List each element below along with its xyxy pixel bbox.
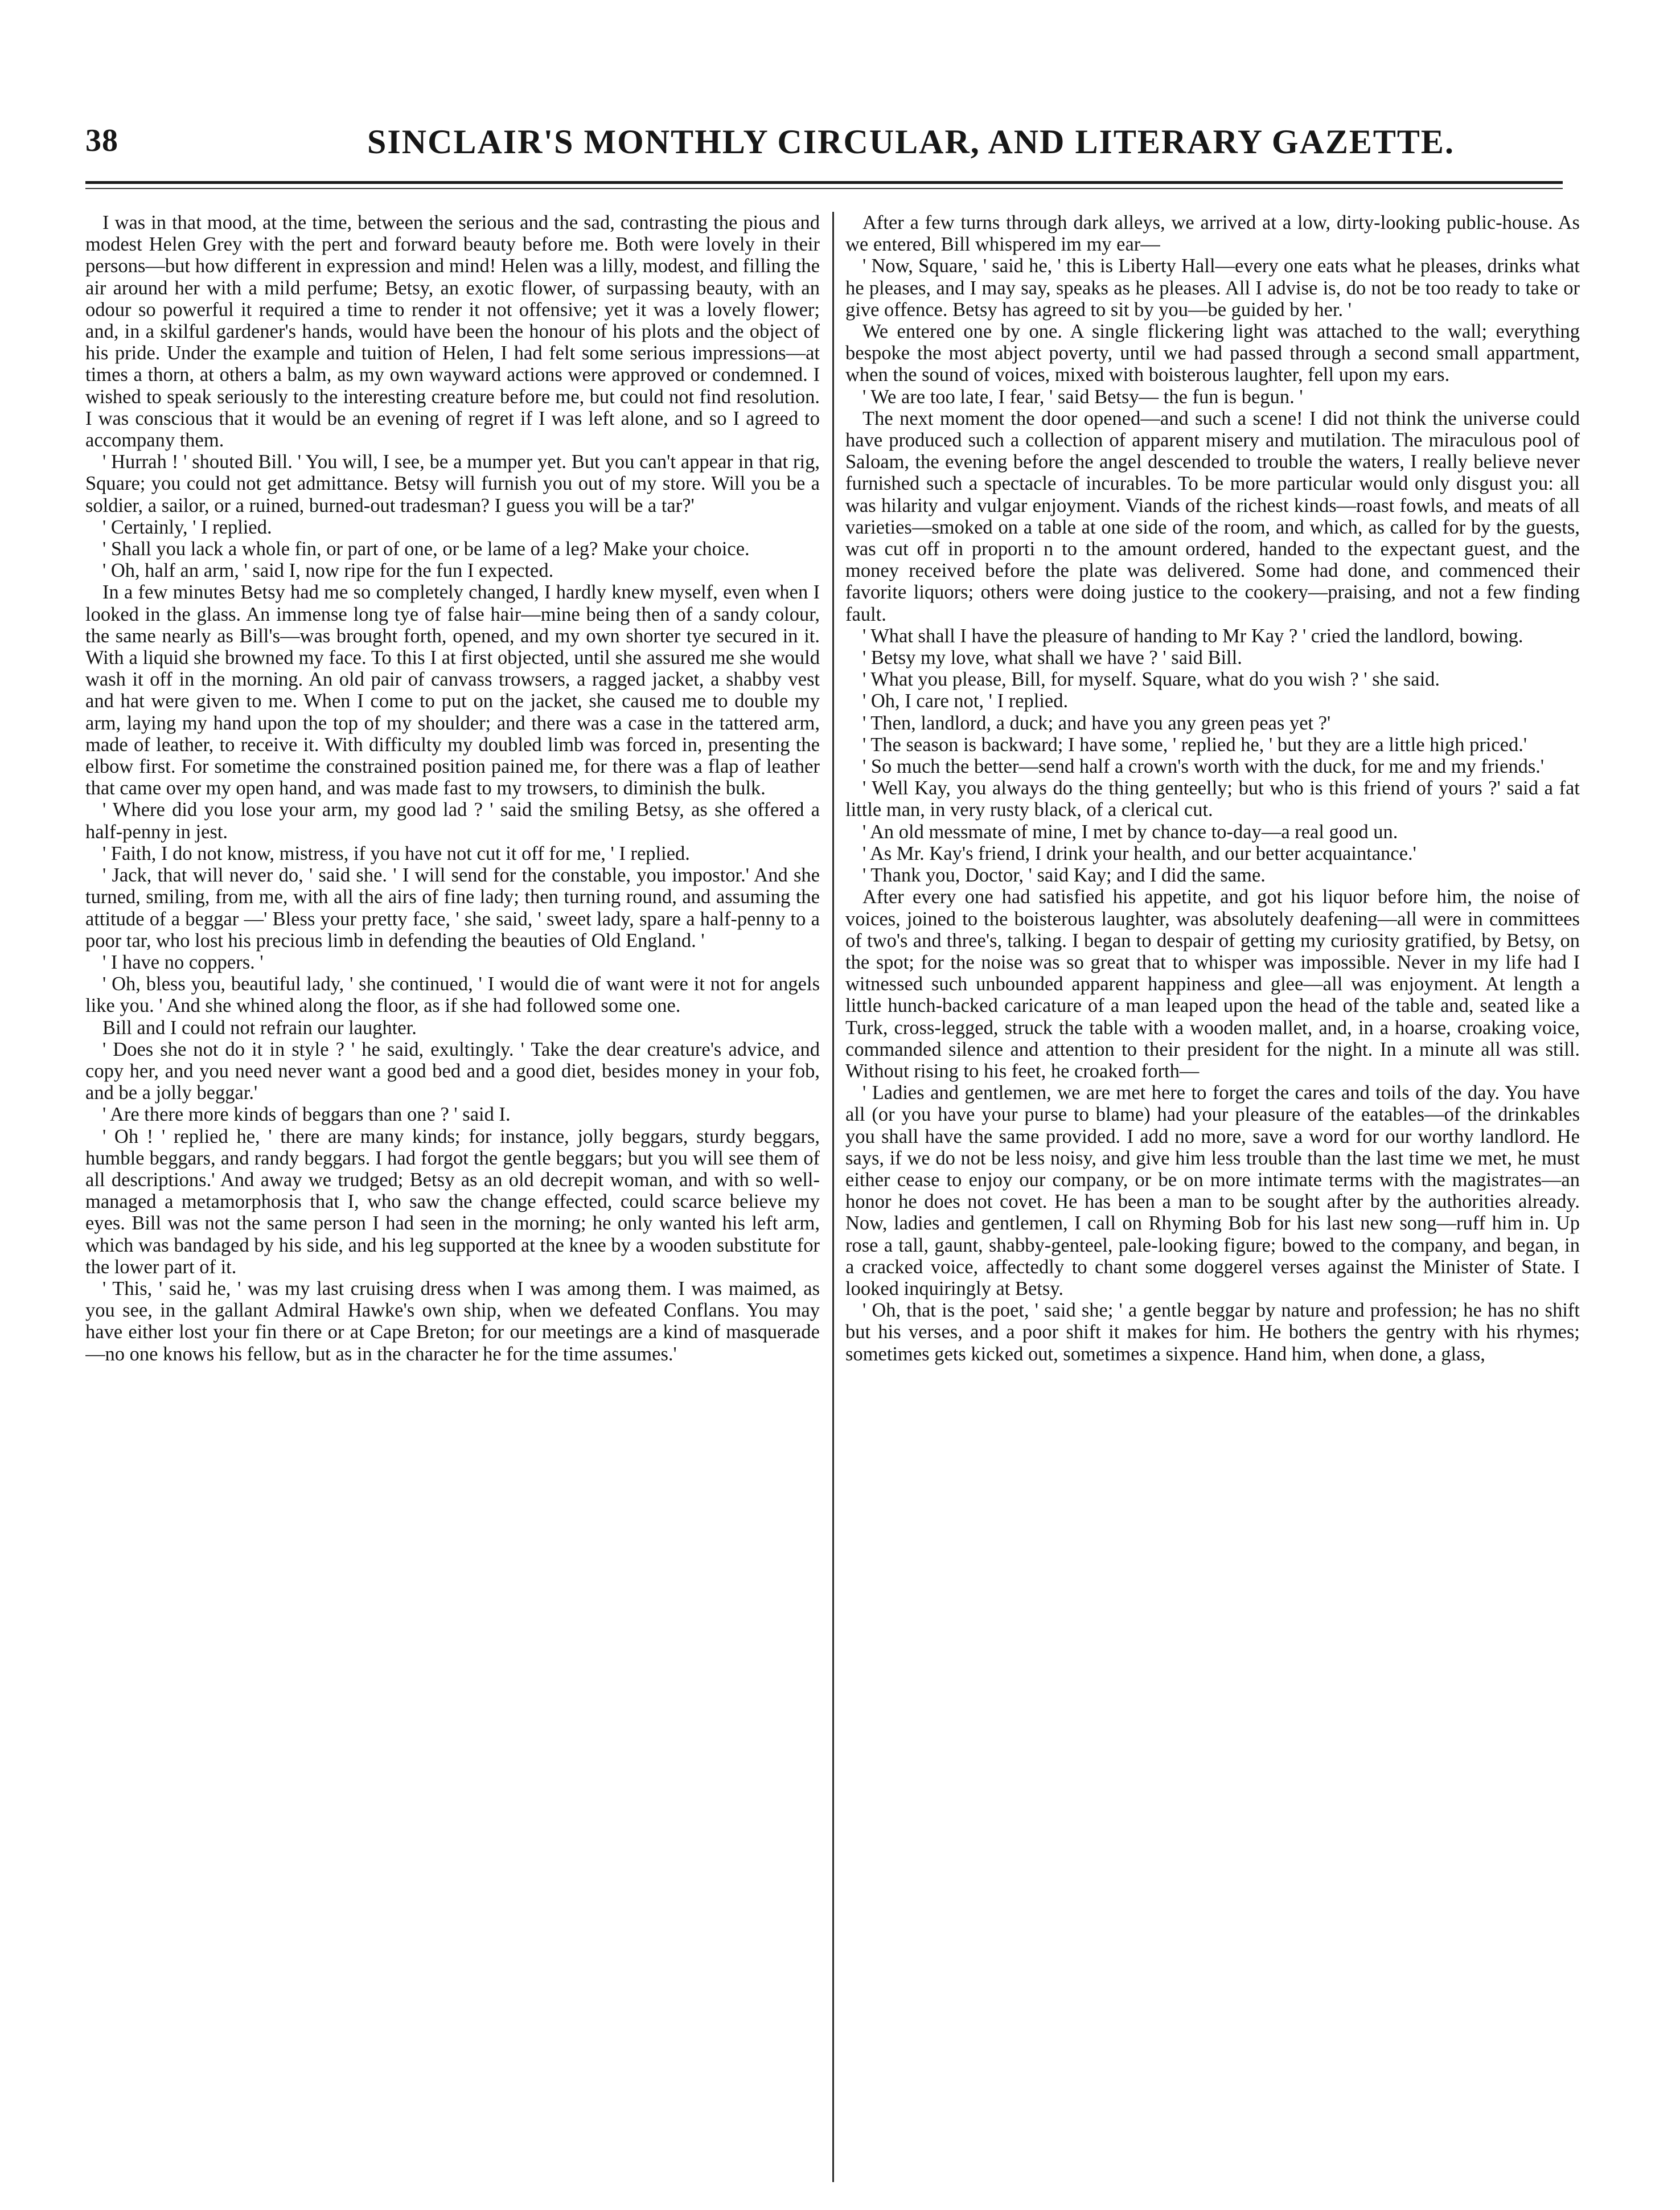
column-divider: [832, 212, 834, 2182]
header-rule-thin: [85, 188, 1563, 189]
paragraph: ' Are there more kinds of beggars than one ? ' said I.: [102, 1104, 511, 1126]
paragraph: The next moment the door opened—and such a scene! I did not think the universe could have produced such a collection of apparent misery and mutilation. The miraculous pool of Saloam, the evening before the angel descended to trouble the waters, I really believe never furnished such a spectacle of incurables. To be more particular would only disgust you: all was hilarity and vulgar enjoyment. Viands of the richest kinds—roast fowls, and meats of all varieties—smoked on a table at one side of the room, and which, as called for by the guests, was cut off in proporti n to the amount ordered, handed to the expectant guest, and the money received before the plate was delivered. Some had done, and commenced their favorite liquors; others were doing justice to the cookery—praising, and not a few finding fault.: [845, 407, 1580, 625]
paragraph: ' Oh ! ' replied he, ' there are many kinds; for instance, jolly beggars, sturdy beggars, humble beggars, and randy beggars. I had forgot the gentle beggars; but you will see them of all descriptions.' And away we trudged; Betsy as an old decrepit woman, and with so well-managed a metamorphosis that I, who saw the change effected, could scarce believe my eyes. Bill was not the same person I had seen in the morning; he only wanted his left arm, which was bandaged by his side, and his leg supported at the knee by a wooden substitute for the lower part of it.: [85, 1125, 820, 1278]
paragraph: ' So much the better—send half a crown's worth with the duck, for me and my friends.': [862, 756, 1545, 778]
paragraph: ' Betsy my love, what shall we have ? ' said Bill.: [862, 647, 1242, 669]
paragraph: ' Oh, I care not, ' I replied.: [862, 690, 1069, 712]
page-header: [85, 122, 1554, 174]
paragraph: ' Oh, bless you, beautiful lady, ' she continued, ' I would die of want were it not for angels like you. ' And she whined along the floor, as if she had followed some one.: [85, 973, 820, 1017]
header-rule: [85, 181, 1563, 184]
paragraph: In a few minutes Betsy had me so completely changed, I hardly knew myself, even when I looked in the glass. An immense long tye of false hair—mine being then of a sandy colour, the same nearly as Bill's—was brought forth, opened, and my own shorter tye secured in it. With a liquid she browned my face. To this I at first objected, until she assured me she would wash it off in the morning. An old pair of canvass trowsers, a ragged jacket, a shabby vest and hat were given to me. When I come to put on the jacket, she caused me to double my arm, laying my hand upon the top of my shoulder; and there was a case in the tattered arm, made of leather, to receive it. With difficulty my doubled limb was forced in, presenting the elbow first. For sometime the constrained position pained me, for there was a flap of leather that came over my open hand, and was made fast to my trowsers, to diminish the bulk.: [85, 581, 820, 799]
paragraph: We entered one by one. A single flickering light was attached to the wall; everything bespoke the most abject poverty, until we had passed through a second small appartment, when the sound of voices, mixed with boisterous laughter, fell upon my ears.: [845, 321, 1580, 386]
paragraph: ' Shall you lack a whole fin, or part of one, or be lame of a leg? Make your choice.: [102, 538, 750, 560]
paragraph: ' We are too late, I fear, ' said Betsy— the fun is begun. ': [862, 386, 1303, 408]
paragraph: ' Then, landlord, a duck; and have you any green peas yet ?': [862, 712, 1331, 734]
paragraph: ' Oh, that is the poet, ' said she; ' a gentle beggar by nature and profession; he has no shift but his verses, and a poor shift it makes for him. He bothers the gentry with his rhymes; sometimes gets kicked out, sometimes a sixpence. Hand him, when done, a glass,: [845, 1299, 1580, 1365]
paragraph: After a few turns through dark alleys, we arrived at a low, dirty-looking public-house. As we entered, Bill whispered im my ear—: [845, 212, 1580, 256]
paragraph: ' Ladies and gentlemen, we are met here to forget the cares and toils of the day. You have all (or you have your purse to blame) had your pleasure of the eatables—of the drinkables you shall have the same provided. I add no more, save a word for our worthy landlord. He says, if we do not be less noisy, and give him less trouble than the last time we met, he must either cease to enjoy our company, or be on more intimate terms with the magistrates—an honor he does not covet. He has been a man to be sought after by the authorities already. Now, ladies and gentlemen, I call on Rhyming Bob for his last new song—ruff him in. Up rose a tall, gaunt, shabby-genteel, pale-looking figure; bowed to the company, and began, in a cracked voice, affectedly to chant some doggerel verses against the Minister of State. I looked inquiringly at Betsy.: [845, 1082, 1580, 1299]
right-column: [845, 212, 1580, 2188]
paragraph: After every one had satisfied his appetite, and got his liquor before him, the noise of voices, joined to the boisterous laughter, was absolutely deafening—all were in committees of two's and three's, talking. I began to despair of getting my curiosity gratified, by Betsy, on the spot; for the noise was so great that to whisper was impossible. Never in my life had I witnessed such unbounded apparent happiness and glee—all was enjoyment. At length a little hunch-backed caricature of a man leaped upon the head of the table and, seated like a Turk, cross-legged, struck the table with a wooden mallet, and, in a hoarse, croaking voice, commanded silence and attention to their president for the night. In a minute all was still. Without rising to his feet, he croaked forth—: [845, 886, 1580, 1082]
paragraph: ' What shall I have the pleasure of handing to Mr Kay ? ' cried the landlord, bowing.: [862, 625, 1523, 647]
running-title: SINCLAIR'S MONTHLY CIRCULAR, AND LITERARY GAZETTE.: [367, 123, 1455, 161]
paragraph: ' This, ' said he, ' was my last cruising dress when I was among them. I was maimed, as you see, in the gallant Admiral Hawke's own ship, when we defeated Conflans. You may have either lost your fin there or at Cape Breton; for our meetings are a kind of masquerade—no one knows his fellow, but as in the character he for the time assumes.': [85, 1277, 820, 1365]
paragraph: ' Faith, I do not know, mistress, if you have not cut it off for me, ' I replied.: [102, 842, 690, 864]
paragraph: ' Does she not do it in style ? ' he said, exultingly. ' Take the dear creature's advice, and copy her, and you need never want a good bed and a good diet, besides money in your fob, and be a jolly beggar.': [85, 1038, 820, 1104]
paragraph: ' As Mr. Kay's friend, I drink your health, and our better acquaintance.': [862, 842, 1416, 864]
left-column: [85, 212, 820, 2188]
paragraph: ' Where did you lose your arm, my good lad ? ' said the smiling Betsy, as she offered a half-penny in jest.: [85, 799, 820, 843]
paragraph: ' Oh, half an arm, ' said I, now ripe for the fun I expected.: [102, 560, 554, 582]
paragraph: ' An old messmate of mine, I met by chance to-day—a real good un.: [862, 821, 1398, 843]
paragraph: ' Thank you, Doctor, ' said Kay; and I did the same.: [862, 864, 1266, 887]
paragraph: ' Now, Square, ' said he, ' this is Liberty Hall—every one eats what he pleases, drinks what he pleases, and I may say, speaks as he pleases. All I advise is, do not be too ready to take or give offence. Betsy has agreed to sit by you—be guided by her. ': [845, 255, 1580, 321]
paragraph: I was in that mood, at the time, between the serious and the sad, contrasting the pious and modest Helen Grey with the pert and forward beauty before me. Both were lovely in their persons—but how different in expression and mind! Helen was a lilly, modest, and filling the air around her with a mild perfume; Betsy, an exotic flower, of surpassing beauty, with an odour so powerful it required a time to render it not offensive; yet it was a lovely flower; and, in a skilful gardener's hands, would have been the honour of his plots and the object of his pride. Under the example and tuition of Helen, I had felt some serious impressions—at times a thorn, at others a balm, as my own wayward actions were approved or condemned. I wished to speak seriously to the interesting creature before me, but could not find resolution. I was conscious that it would be an evening of regret if I was left alone, and so I agreed to accompany them.: [85, 212, 820, 452]
paragraph: ' Well Kay, you always do the thing genteelly; but who is this friend of yours ?' said a fat little man, in very rusty black, of a clerical cut.: [845, 777, 1580, 821]
page-number: 38: [85, 123, 118, 158]
paragraph: ' Certainly, ' I replied.: [102, 516, 272, 538]
paragraph: ' What you please, Bill, for myself. Square, what do you wish ? ' she said.: [862, 669, 1440, 691]
paragraph: ' The season is backward; I have some, ' replied he, ' but they are a little high priced.': [862, 733, 1527, 756]
paragraph: ' Jack, that will never do, ' said she. ' I will send for the constable, you impostor.' And she turned, smiling, from me, with all the airs of fine lady; then turning round, and assuming the attitude of a beggar —' Bless your pretty face, ' she said, ' sweet lady, spare a half-penny to a poor tar, who lost his precious limb in defending the beauties of Old England. ': [85, 864, 820, 952]
paragraph: ' Hurrah ! ' shouted Bill. ' You will, I see, be a mumper yet. But you can't appear in that rig, Square; you could not get admittance. Betsy will furnish you out of my store. Will you be a soldier, a sailor, or a ruined, burned-out tradesman? I guess you will be a tar?': [85, 451, 820, 516]
paragraph: Bill and I could not refrain our laughter.: [102, 1016, 417, 1039]
paragraph: ' I have no coppers. ': [102, 951, 264, 973]
